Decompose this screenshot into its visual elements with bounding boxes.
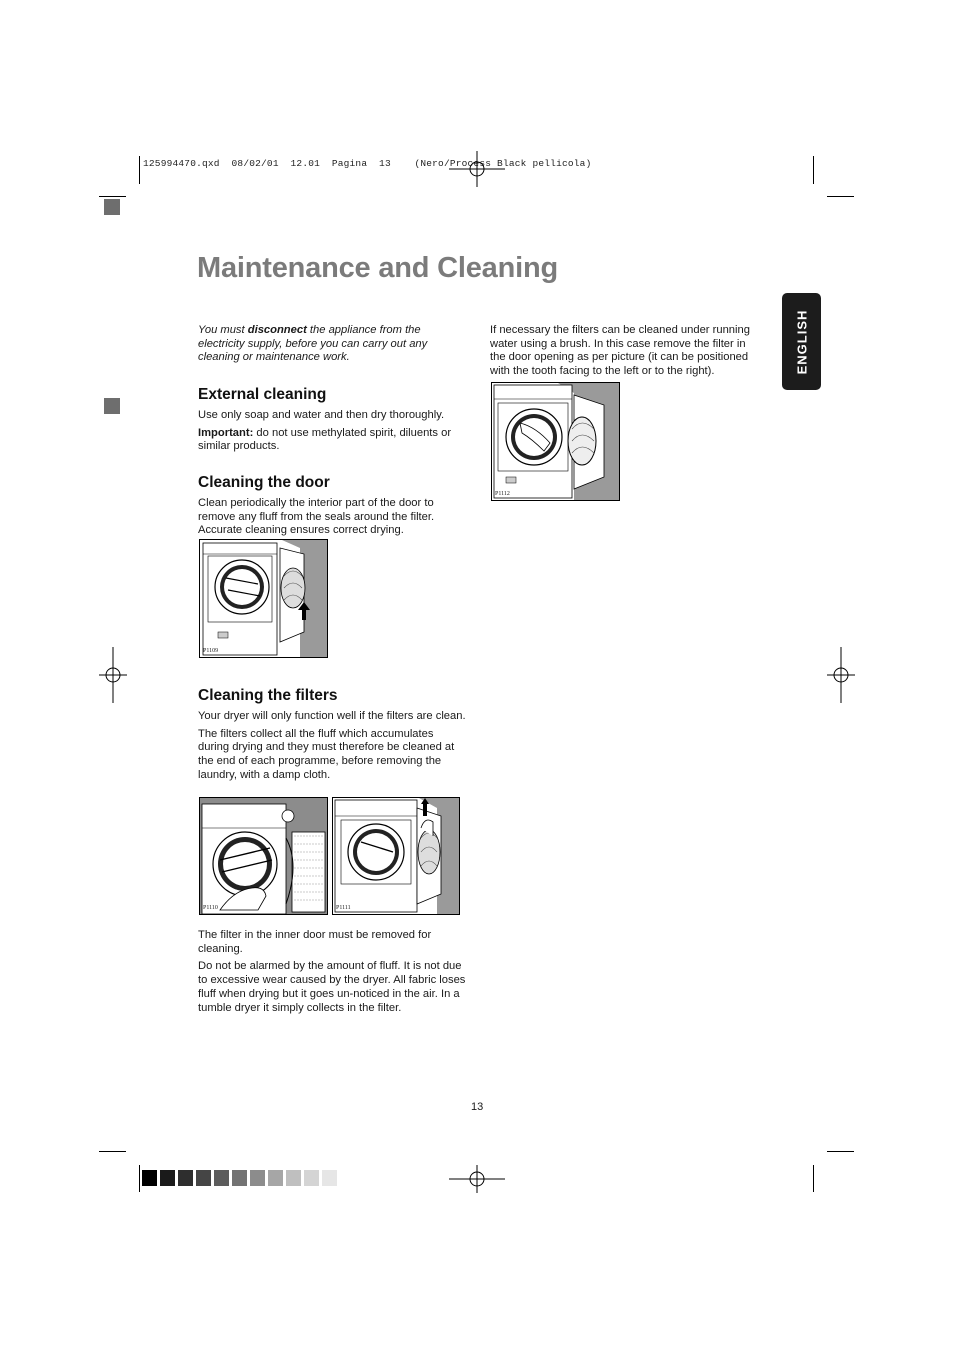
crop-mark-top-right-v (813, 156, 814, 184)
registration-target-icon (827, 647, 855, 703)
section-cleaning-filters (198, 687, 466, 787)
safety-warning: You must disconnect the appliance from the electricity supply, before you can carry out any cleaning or maintenance work. (198, 324, 428, 364)
crop-mark-bottom-left-h (99, 1151, 126, 1152)
left-column (198, 324, 466, 369)
crop-mark-top-left-h (99, 196, 126, 197)
paragraph: If necessary the filters can be cleaned under running water using a brush. In this case remove the filter in the door opening as per picture (it can be positioned with the tooth facing to the left or to the right). (490, 324, 750, 378)
registration-target-icon (449, 1165, 505, 1193)
right-column (490, 324, 758, 383)
paragraph: The filters collect all the fluff which accumulates during drying and they must therefore be cleaned at the end of each programme, before removing the laundry, with a damp cloth. (198, 727, 455, 781)
crop-mark-top-left-v (139, 156, 140, 184)
paragraph: Clean periodically the interior part of the door to remove any fluff from the seals around the filter. Accurate cleaning ensures correct drying. (198, 497, 435, 537)
paragraph: The filter in the inner door must be removed for cleaning. (198, 929, 432, 955)
section-cleaning-filters-continued (198, 929, 468, 1019)
crop-mark-bottom-right-h (827, 1151, 854, 1152)
figure-wipe-filter (199, 797, 328, 915)
figure-code: P1112 (495, 491, 510, 497)
color-swatch (178, 1170, 193, 1186)
color-swatch (232, 1170, 247, 1186)
registration-target-icon (449, 151, 505, 187)
figure-door-filter (199, 539, 328, 658)
figure-code: P1109 (203, 648, 219, 654)
figure-filter-removal (491, 382, 620, 501)
paragraph: Your dryer will only function well if the filters are clean. (198, 710, 466, 722)
language-tab (782, 293, 821, 390)
color-swatch (304, 1170, 319, 1186)
figure-code: P1111 (336, 905, 351, 911)
crop-mark-top-right-h (827, 196, 854, 197)
registration-square (104, 199, 120, 215)
figure-remove-filter (332, 797, 460, 915)
crop-mark-bottom-right-v (813, 1165, 814, 1192)
page-number: 13 (471, 1101, 484, 1113)
color-swatch (268, 1170, 283, 1186)
paragraph: Do not be alarmed by the amount of fluff. It is not due to excessive wear caused by the dryer. All fabric loses fluff when drying but it goes un-noticed in the air. In a tumble dryer it simply collects in the filter. (198, 960, 466, 1014)
section-external-cleaning (198, 386, 466, 458)
page-title: Maintenance and Cleaning (197, 252, 558, 284)
color-swatch (196, 1170, 211, 1186)
color-swatch (214, 1170, 229, 1186)
figure-code: P1110 (203, 905, 218, 911)
color-swatch (142, 1170, 157, 1186)
warning-emphasis: disconnect (247, 324, 307, 336)
paragraph: Use only soap and water and then dry thoroughly. (198, 409, 445, 421)
color-swatch (286, 1170, 301, 1186)
section-heading: Cleaning the door (198, 474, 330, 491)
color-swatch (160, 1170, 175, 1186)
print-slug-line: 125994470.qxd 08/02/01 12.01 Pagina 13 (Nero/Process Black pellicola) (143, 158, 592, 169)
important-note: Important: do not use methylated spirit, diluents or similar products. (198, 426, 452, 453)
section-cleaning-door (198, 474, 466, 542)
section-heading: External cleaning (198, 386, 327, 403)
crop-mark-bottom-left-v (139, 1165, 140, 1192)
color-swatch (322, 1170, 337, 1186)
section-heading: Cleaning the filters (198, 687, 338, 704)
registration-square (104, 398, 120, 414)
registration-target-icon (99, 647, 127, 703)
language-tab-label: ENGLISH (794, 309, 809, 374)
color-swatch (250, 1170, 265, 1186)
